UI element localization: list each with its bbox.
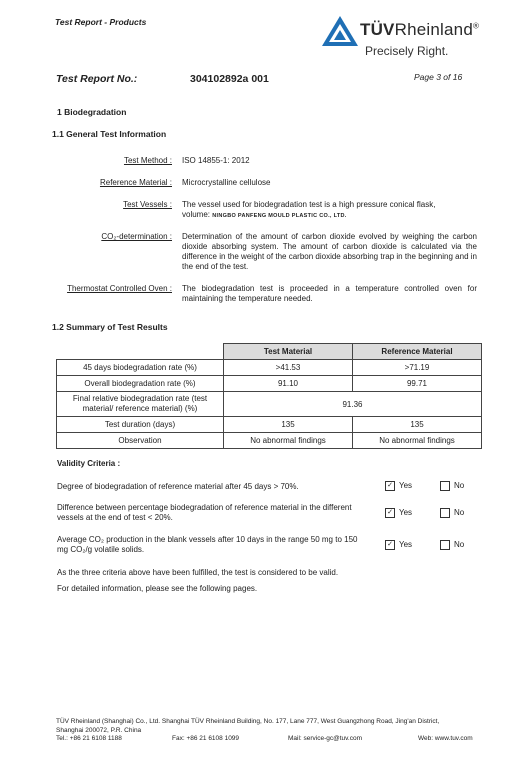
criterion-text: Difference between percentage biodegradation of reference material in the different vessels at the end of test < 20%.	[57, 503, 352, 522]
table-cell: Observation	[57, 433, 224, 449]
criterion-yes-checkbox[interactable]: ✓ Yes	[385, 508, 412, 518]
label-reference-material: Reference Material :	[99, 178, 172, 187]
criterion-yes-checkbox[interactable]: ✓ Yes	[385, 540, 412, 550]
label-thermostat-oven: Thermostat Controlled Oven :	[67, 284, 172, 293]
table-cell: >41.53	[224, 360, 353, 376]
validity-conclusion: As the three criteria above have been fulfilled, the test is considered to be valid.	[57, 568, 339, 577]
table-row	[57, 360, 482, 376]
detail-reference-note: For detailed information, please see the following pages.	[57, 584, 258, 593]
value-reference-material: Microcrystalline cellulose	[182, 178, 271, 187]
section-title-biodegradation: 1 Biodegradation	[57, 107, 127, 117]
table-header-test-material: Test Material	[224, 344, 353, 360]
criterion-no-checkbox[interactable]: No	[440, 540, 464, 550]
criterion-text: Average CO₂ production in the blank vessels after 10 days in the range 50 mg to 150 mg CO₂/g volatile solids.	[57, 535, 358, 554]
value-test-method: ISO 14855-1: 2012	[182, 156, 250, 165]
checkbox-checked-icon: ✓	[385, 540, 395, 550]
table-cell: No abnormal findings	[353, 433, 482, 449]
table-cell: Test duration (days)	[57, 417, 224, 433]
table-header-empty	[57, 344, 224, 360]
summary-table	[56, 343, 482, 449]
label-co2-determination: CO₂-determination :	[101, 232, 172, 241]
validity-criteria-title: Validity Criteria :	[57, 459, 121, 468]
table-row	[57, 376, 482, 392]
label-test-vessels: Test Vessels :	[123, 200, 172, 209]
criterion-no-checkbox[interactable]: No	[440, 508, 464, 518]
table-cell: Final relative biodegradation rate (test material/ reference material) (%)	[57, 392, 224, 417]
checkbox-checked-icon: ✓	[385, 508, 395, 518]
criterion-text: Degree of biodegradation of reference material after 45 days > 70%.	[57, 482, 299, 491]
brand-tagline: Precisely Right.	[365, 44, 449, 58]
footer-fax: Fax: +86 21 6108 1099	[172, 735, 240, 742]
table-row	[57, 433, 482, 449]
section-title-summary: 1.2 Summary of Test Results	[52, 322, 168, 332]
table-cell: 91.36	[224, 392, 482, 417]
checkbox-empty-icon	[440, 540, 450, 550]
footer	[56, 718, 486, 744]
brand-name: TÜVRheinland®	[360, 20, 480, 39]
page-indicator: Page 3 of 16	[414, 72, 463, 82]
table-cell: No abnormal findings	[224, 433, 353, 449]
document-type: Test Report - Products	[55, 17, 147, 27]
footer-web[interactable]: Web: www.tuv.com	[418, 735, 473, 742]
criterion-no-checkbox[interactable]: No	[440, 481, 464, 491]
report-number-label: Test Report No.:	[56, 73, 138, 85]
table-cell: 135	[353, 417, 482, 433]
footer-tel: Tel.: +86 21 6108 1188	[56, 735, 122, 742]
table-row	[57, 417, 482, 433]
table-cell: 91.10	[224, 376, 353, 392]
footer-address-line2: Shanghai 200072, P.R. China	[56, 726, 142, 734]
report-number-value: 304102892a 001	[190, 73, 269, 85]
checkbox-checked-icon: ✓	[385, 481, 395, 491]
table-cell: Overall biodegradation rate (%)	[57, 376, 224, 392]
tuv-triangle-logo-icon	[320, 14, 360, 48]
criterion-yes-checkbox[interactable]: ✓ Yes	[385, 481, 412, 491]
section-title-general-info: 1.1 General Test Information	[52, 129, 167, 139]
checkbox-empty-icon	[440, 481, 450, 491]
table-cell: 135	[224, 417, 353, 433]
table-header-reference-material: Reference Material	[353, 344, 482, 360]
table-cell: 45 days biodegradation rate (%)	[57, 360, 224, 376]
checkbox-empty-icon	[440, 508, 450, 518]
value-test-vessels: The vessel used for biodegradation test is a high pressure conical flask, volume: NINGBO PANFENG MOULD PLASTIC CO., LTD.	[182, 200, 436, 219]
footer-address-line1: TÜV Rheinland (Shanghai) Co., Ltd. Shanghai TÜV Rheinland Building, No. 177, Lane 777, West Guangzhong Road, Jing'an District,	[56, 718, 440, 725]
value-co2-determination: Determination of the amount of carbon dioxide evolved by weighing the carbon dioxide absorbing system. The amount of carbon dioxide is calculated via the difference in the weight of the carbon dioxide absorbing trap in the beginning and in the end of the test.	[182, 232, 477, 271]
table-header-row	[57, 344, 482, 360]
table-row	[57, 392, 482, 417]
value-thermostat-oven: The biodegradation test is proceeded in a temperature controlled oven for maintaining the temperature needed.	[182, 284, 477, 303]
footer-mail[interactable]: Mail: service-gc@tuv.com	[288, 735, 363, 742]
table-cell: 99.71	[353, 376, 482, 392]
label-test-method: Test Method :	[123, 156, 172, 165]
table-cell: >71.19	[353, 360, 482, 376]
